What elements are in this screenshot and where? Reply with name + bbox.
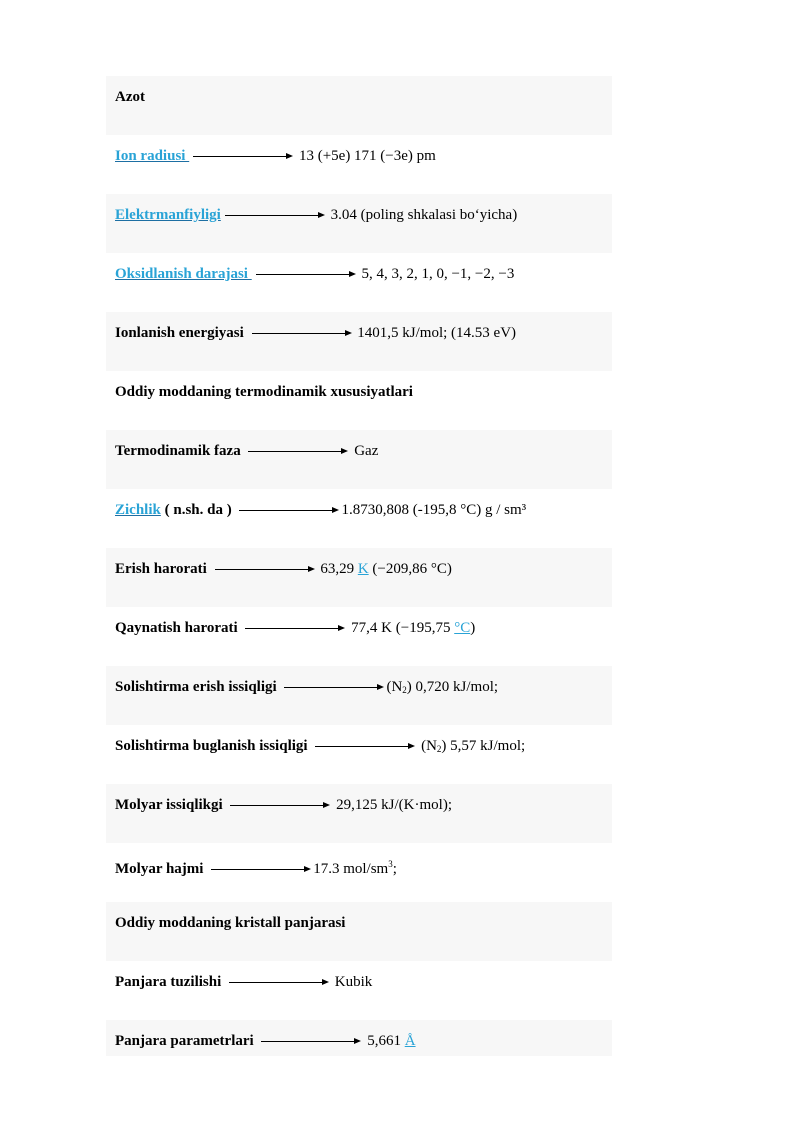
ion-radius-value: 13 (+5e) 171 (−3e) pm bbox=[295, 148, 436, 164]
boiling-point-close: ) bbox=[470, 620, 476, 636]
ion-radius-link[interactable]: Ion radiusi bbox=[115, 148, 190, 164]
kelvin-link[interactable]: K bbox=[357, 561, 369, 577]
electronegativity-link[interactable]: Elektrmanfiyligi bbox=[115, 207, 221, 223]
subscript-2: 2 bbox=[402, 685, 407, 695]
melting-point-celsius: (−209,86 °C) bbox=[368, 561, 452, 577]
thermo-heading: Oddiy moddaning termodinamik xususiyatlari bbox=[115, 384, 413, 400]
thermo-phase-label: Termodinamik faza bbox=[115, 443, 245, 459]
heat-of-vaporization-value: ) 5,57 kJ/mol; bbox=[441, 738, 526, 754]
row-molar-heat-capacity bbox=[106, 784, 612, 843]
lattice-parameters-label: Panjara parametrlari bbox=[115, 1033, 258, 1049]
arrow-icon bbox=[248, 447, 348, 457]
molar-heat-capacity-label: Molyar issiqlikgi bbox=[115, 797, 227, 813]
row-electronegativity bbox=[106, 194, 612, 253]
molar-volume-label: Molyar hajmi bbox=[115, 861, 208, 877]
oxidation-states-link[interactable]: Oksidlanish darajasi bbox=[115, 266, 252, 282]
thermo-phase-value: Gaz bbox=[350, 443, 379, 459]
arrow-icon bbox=[245, 624, 345, 634]
row-thermo-heading bbox=[106, 371, 612, 430]
density-link[interactable]: Zichlik bbox=[115, 502, 161, 518]
density-value: 1.8730,808 (-195,8 °C) g / sm³ bbox=[341, 502, 527, 518]
row-boiling-point bbox=[106, 607, 612, 666]
row-thermo-phase bbox=[106, 430, 612, 489]
arrow-icon bbox=[215, 565, 315, 575]
heat-of-fusion-value: ) 0,720 kJ/mol; bbox=[406, 679, 499, 695]
boiling-point-value: 77,4 K (−195,75 bbox=[347, 620, 455, 636]
arrow-icon bbox=[239, 506, 339, 516]
arrow-icon bbox=[230, 801, 330, 811]
heat-of-fusion-formula: (N bbox=[386, 679, 403, 695]
celsius-link[interactable]: °C bbox=[454, 620, 471, 636]
boiling-point-label: Qaynatish harorati bbox=[115, 620, 242, 636]
lattice-structure-label: Panjara tuzilishi bbox=[115, 974, 226, 990]
angstrom-link[interactable]: Å bbox=[404, 1033, 416, 1049]
row-heat-of-vaporization bbox=[106, 725, 612, 784]
lattice-structure-value: Kubik bbox=[331, 974, 373, 990]
melting-point-value: 63,29 bbox=[316, 561, 358, 577]
row-heat-of-fusion bbox=[106, 666, 612, 725]
row-crystal-heading bbox=[106, 902, 612, 961]
nitrogen-properties-table bbox=[106, 76, 612, 1056]
arrow-icon bbox=[229, 978, 329, 988]
arrow-icon bbox=[315, 742, 415, 752]
crystal-heading: Oddiy moddaning kristall panjarasi bbox=[115, 915, 346, 931]
row-oxidation-states bbox=[106, 253, 612, 312]
row-ion-radius bbox=[106, 135, 612, 194]
oxidation-states-value: 5, 4, 3, 2, 1, 0, −1, −2, −3 bbox=[357, 266, 515, 282]
row-lattice-structure bbox=[106, 961, 612, 1020]
lattice-parameters-value: 5,661 bbox=[363, 1033, 405, 1049]
ionization-energy-value: 1401,5 kJ/mol; (14.53 eV) bbox=[353, 325, 517, 341]
molar-volume-value: 17.3 mol/sm bbox=[313, 861, 389, 877]
arrow-icon bbox=[211, 865, 311, 875]
molar-volume-end: ; bbox=[392, 861, 397, 877]
heat-of-fusion-label: Solishtirma erish issiqligi bbox=[115, 679, 281, 695]
row-ionization-energy bbox=[106, 312, 612, 371]
title-label: Azot bbox=[115, 89, 145, 105]
arrow-icon bbox=[284, 683, 384, 693]
row-molar-volume bbox=[106, 843, 612, 902]
superscript-3: 3 bbox=[388, 859, 393, 869]
row-melting-point bbox=[106, 548, 612, 607]
row-density bbox=[106, 489, 612, 548]
ionization-energy-label: Ionlanish energiyasi bbox=[115, 325, 248, 341]
row-title bbox=[106, 76, 612, 135]
density-label: ( n.sh. da ) bbox=[160, 502, 236, 518]
molar-heat-capacity-value: 29,125 kJ/(K·mol); bbox=[332, 797, 452, 813]
arrow-icon bbox=[256, 270, 356, 280]
arrow-icon bbox=[193, 152, 293, 162]
arrow-icon bbox=[261, 1037, 361, 1047]
arrow-icon bbox=[252, 329, 352, 339]
arrow-icon bbox=[225, 211, 325, 221]
heat-of-vaporization-formula: (N bbox=[417, 738, 437, 754]
subscript-2: 2 bbox=[436, 744, 442, 754]
melting-point-label: Erish harorati bbox=[115, 561, 211, 577]
heat-of-vaporization-label: Solishtirma buglanish issiqligi bbox=[115, 738, 312, 754]
row-lattice-parameters bbox=[106, 1020, 612, 1056]
electronegativity-value: 3.04 (poling shkalasi bo‘yicha) bbox=[326, 207, 518, 223]
